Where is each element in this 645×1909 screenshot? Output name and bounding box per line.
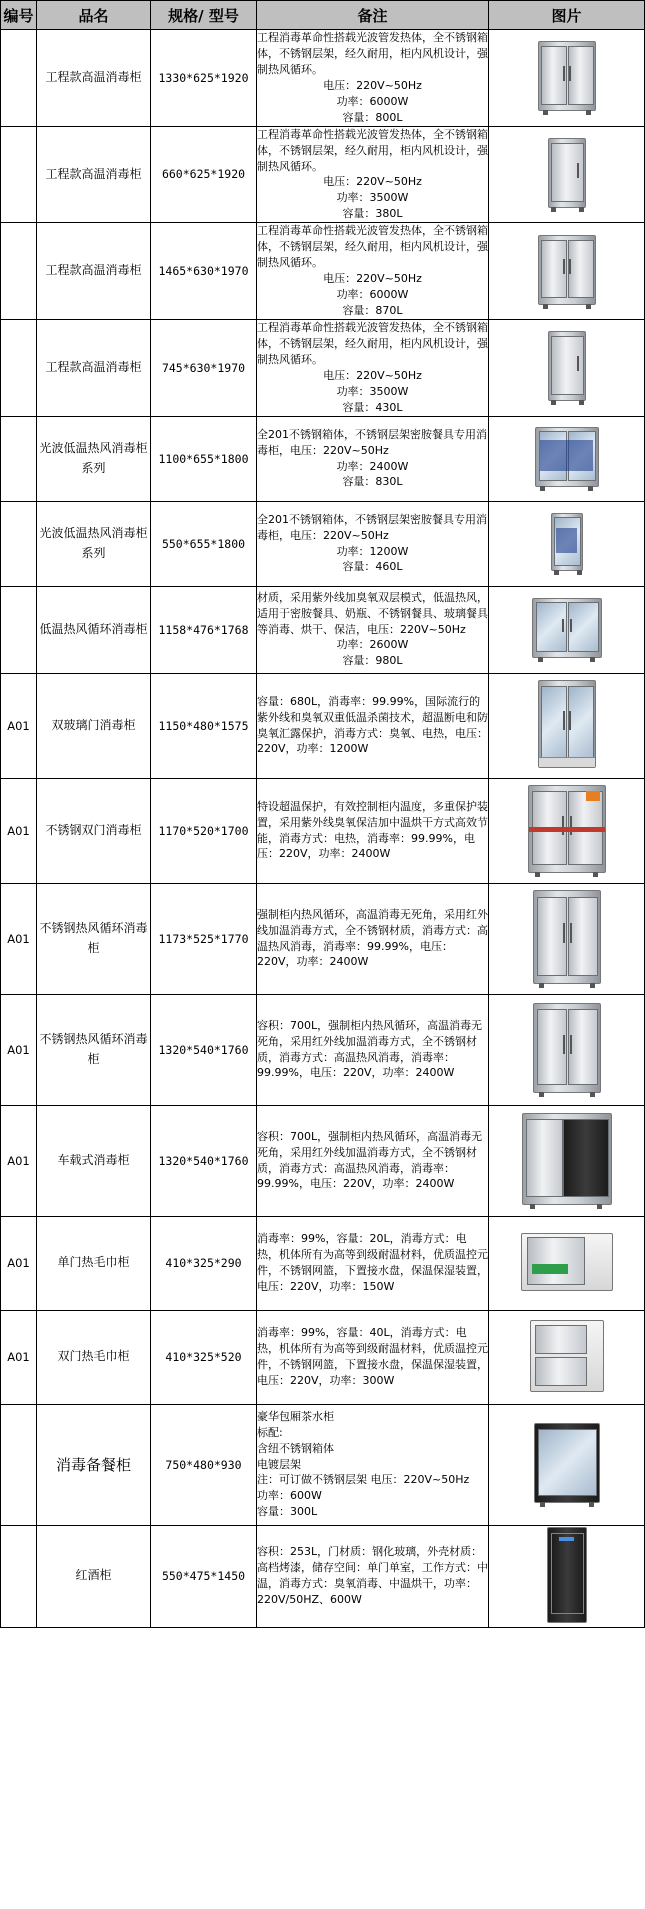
stainless-hot-air-cabinet-icon xyxy=(533,890,601,984)
note-line: 特设超温保护，有效控制柜内温度，多重保护装置，采用紫外线臭氧保洁加中温烘干方式高效节能，消毒方式：电热，消毒率：99.99%，电压：220V，功率：2400W xyxy=(257,799,488,861)
table-row xyxy=(1,1404,645,1525)
header-row xyxy=(1,1,645,30)
note-line: 工程消毒革命性搭载光波管发热体，全不锈钢箱体，不锈钢层架，经久耐用，柜内风机设计，强制热风循环。 xyxy=(257,320,488,366)
row-spec: 1158*476*1768 xyxy=(151,586,257,673)
note-line: 容积：700L，强制柜内热风循环，高温消毒无死角，采用红外线加温消毒方式，全不锈钢材质，消毒方式：高温热风消毒，消毒率：99.99%，电压：220V，功率：2400W xyxy=(257,1018,483,1080)
row-product-name: 工程款高温消毒柜 xyxy=(37,223,151,320)
note-line: 功率：600W xyxy=(257,1489,322,1503)
row-picture xyxy=(489,994,645,1105)
note-line: 功率：2400W xyxy=(336,459,409,473)
row-note xyxy=(257,1310,489,1404)
note-line: 功率：3500W xyxy=(336,384,409,398)
note-line: 容积：253L，门材质：钢化玻璃，外壳材质：高档烤漆，储存空间：单门单室，工作方式：中温，消毒方式：臭氧消毒、中温烘干，功率：220V/50HZ、600W xyxy=(257,1545,488,1606)
note-line: 工程消毒革命性搭载光波管发热体，全不锈钢箱体，不锈钢层架，经久耐用，柜内风机设计，强制热风循环。 xyxy=(257,31,488,76)
header-note: 备注 xyxy=(257,1,489,30)
note-line: 全201不锈钢箱体，不锈钢层架密胺餐具专用消毒柜，电压：220V~50Hz xyxy=(257,427,487,457)
row-product-name: 不锈钢热风循环消毒柜 xyxy=(37,994,151,1105)
note-line: 工程消毒革命性搭载光波管发热体，全不锈钢箱体，不锈钢层架，经久耐用，柜内风机设计，强制热风循环。 xyxy=(257,127,488,173)
row-code xyxy=(1,319,37,416)
header-name: 品名 xyxy=(37,1,151,30)
row-spec: 550*655*1800 xyxy=(151,501,257,586)
row-product-name: 光波低温热风消毒柜系列 xyxy=(37,501,151,586)
row-product-name: 光波低温热风消毒柜系列 xyxy=(37,416,151,501)
table-row xyxy=(1,319,645,416)
row-product-name: 不锈钢热风循环消毒柜 xyxy=(37,883,151,994)
note-line: 容量：300L xyxy=(257,1505,318,1519)
row-note xyxy=(257,1525,489,1627)
row-code: A01 xyxy=(1,1105,37,1216)
note-line: 功率：2600W xyxy=(336,638,409,652)
stainless-single-door-cabinet-icon xyxy=(548,331,586,401)
row-product-name: 工程款高温消毒柜 xyxy=(37,30,151,127)
row-spec: 1100*655*1800 xyxy=(151,416,257,501)
row-note xyxy=(257,126,489,223)
note-line: 功率：6000W xyxy=(336,94,409,108)
note-line: 材质，采用紫外线加臭氧双层模式，低温热风，适用于密胺餐具、奶瓶、不锈钢餐具、玻璃餐具等消毒、烘干、保洁，电压：220V~50Hz xyxy=(257,590,488,636)
row-note xyxy=(257,1404,489,1525)
trolley-cabinet-icon xyxy=(522,1113,612,1205)
note-line: 功率：6000W xyxy=(336,288,409,301)
row-note xyxy=(257,319,489,416)
note-line: 功率：3500W xyxy=(336,191,409,205)
row-spec: 1465*630*1970 xyxy=(151,223,257,320)
note-line: 容量：680L，消毒率：99.99%，国际流行的紫外线和臭氧双重低温杀菌技术，超温断电和防臭氧汇露保护，消毒方式：臭氧、电热，电压：220V，功率：1200W xyxy=(257,694,488,756)
table-row xyxy=(1,994,645,1105)
note-line: 容量：830L xyxy=(342,475,403,489)
note-line: 强制柜内热风循环，高温消毒无死角，采用红外线加温消毒方式，全不锈钢材质，消毒方式：高温热风消毒，消毒率：99.99%，电压：220V，功率：2400W xyxy=(257,907,488,969)
row-picture xyxy=(489,586,645,673)
note-line: 电压：220V~50Hz xyxy=(323,272,422,286)
row-spec: 750*480*930 xyxy=(151,1404,257,1525)
row-spec: 1170*520*1700 xyxy=(151,778,257,883)
row-product-name: 消毒备餐柜 xyxy=(37,1404,151,1525)
single-towel-cabinet-icon xyxy=(521,1233,613,1291)
note-line: 工程消毒革命性搭载光波管发热体，全不锈钢箱体，不锈钢层架，经久耐用，柜内风机设计，强制热风循环。 xyxy=(257,224,488,270)
table-row xyxy=(1,1105,645,1216)
row-code xyxy=(1,501,37,586)
row-product-name: 不锈钢双门消毒柜 xyxy=(37,778,151,883)
row-note xyxy=(257,586,489,673)
row-product-name: 双玻璃门消毒柜 xyxy=(37,673,151,778)
row-note xyxy=(257,883,489,994)
row-code: A01 xyxy=(1,673,37,778)
row-spec: 660*625*1920 xyxy=(151,126,257,223)
row-code xyxy=(1,1404,37,1525)
row-note xyxy=(257,1105,489,1216)
note-line: 容积：700L，强制柜内热风循环，高温消毒无死角，采用红外线加温消毒方式，全不锈钢材质，消毒方式：高温热风消毒，消毒率：99.99%，电压：220V，功率：2400W xyxy=(257,1129,483,1191)
row-note xyxy=(257,673,489,778)
row-spec: 1150*480*1575 xyxy=(151,673,257,778)
row-note xyxy=(257,1216,489,1310)
stainless-double-door-cabinet-icon xyxy=(538,235,596,305)
row-product-name: 低温热风循环消毒柜 xyxy=(37,586,151,673)
row-code xyxy=(1,223,37,320)
row-code xyxy=(1,126,37,223)
note-line: 注：可订做不锈钢层架 电压：220V~50Hz xyxy=(257,1473,470,1487)
note-line: 标配: xyxy=(257,1425,283,1439)
row-spec: 550*475*1450 xyxy=(151,1525,257,1627)
note-line: 消毒率：99%，容量：20L，消毒方式：电热，机体所有为高等到级耐温材料，优质温控元件，不锈钢网篮，下置接水盘，保温保湿装置，电压：220V，功率：150W xyxy=(257,1232,488,1293)
row-code xyxy=(1,416,37,501)
note-line: 功率：1200W xyxy=(336,544,409,558)
row-code: A01 xyxy=(1,1310,37,1404)
row-picture xyxy=(489,319,645,416)
table-row xyxy=(1,223,645,320)
note-line: 电压：220V~50Hz xyxy=(323,78,422,92)
row-product-name: 红酒柜 xyxy=(37,1525,151,1627)
table-row xyxy=(1,883,645,994)
row-code xyxy=(1,30,37,127)
row-note xyxy=(257,994,489,1105)
note-line: 含纽不锈钢箱体 xyxy=(257,1441,334,1455)
row-note xyxy=(257,223,489,320)
row-picture xyxy=(489,1404,645,1525)
table-row xyxy=(1,778,645,883)
table-row xyxy=(1,1216,645,1310)
row-product-name: 工程款高温消毒柜 xyxy=(37,319,151,416)
row-picture xyxy=(489,501,645,586)
table-row xyxy=(1,673,645,778)
row-product-name: 工程款高温消毒柜 xyxy=(37,126,151,223)
row-spec: 1173*525*1770 xyxy=(151,883,257,994)
row-code: A01 xyxy=(1,778,37,883)
stainless-double-door-cabinet-icon xyxy=(538,41,596,111)
row-picture xyxy=(489,673,645,778)
row-picture xyxy=(489,1216,645,1310)
row-note xyxy=(257,416,489,501)
note-line: 容量：460L xyxy=(342,560,403,574)
row-product-name: 单门热毛巾柜 xyxy=(37,1216,151,1310)
table-row xyxy=(1,416,645,501)
row-picture xyxy=(489,126,645,223)
table-row xyxy=(1,1310,645,1404)
row-picture xyxy=(489,778,645,883)
row-spec: 1330*625*1920 xyxy=(151,30,257,127)
note-line: 容量：800L xyxy=(342,110,403,124)
row-code: A01 xyxy=(1,994,37,1105)
row-picture xyxy=(489,883,645,994)
note-line: 电压：220V~50Hz xyxy=(323,368,422,382)
note-line: 容量：430L xyxy=(342,400,403,414)
double-glass-door-cabinet-icon xyxy=(538,680,596,768)
table-row xyxy=(1,126,645,223)
double-towel-cabinet-icon xyxy=(530,1320,604,1392)
row-note xyxy=(257,30,489,127)
note-line: 容量：980L xyxy=(342,654,403,668)
table-row xyxy=(1,1525,645,1627)
header-image: 图片 xyxy=(489,1,645,30)
glass-double-cabinet-icon xyxy=(532,598,602,658)
header-spec: 规格/ 型号 xyxy=(151,1,257,30)
row-picture xyxy=(489,223,645,320)
table-row xyxy=(1,30,645,127)
row-note xyxy=(257,501,489,586)
row-code: A01 xyxy=(1,883,37,994)
note-line: 豪华包厢茶水柜 xyxy=(257,1409,334,1423)
row-code xyxy=(1,586,37,673)
row-product-name: 双门热毛巾柜 xyxy=(37,1310,151,1404)
row-spec: 410*325*520 xyxy=(151,1310,257,1404)
row-spec: 410*325*290 xyxy=(151,1216,257,1310)
note-line: 容量：380L xyxy=(342,207,403,221)
row-picture xyxy=(489,1105,645,1216)
row-spec: 1320*540*1760 xyxy=(151,1105,257,1216)
stainless-wheeled-cabinet-icon xyxy=(533,1003,601,1093)
note-line: 电压：220V~50Hz xyxy=(323,175,422,189)
table-row xyxy=(1,501,645,586)
note-line: 容量：870L xyxy=(342,303,403,317)
blue-panel-double-cabinet-icon xyxy=(535,427,599,487)
table-row xyxy=(1,586,645,673)
row-spec: 1320*540*1760 xyxy=(151,994,257,1105)
row-picture xyxy=(489,1310,645,1404)
row-note xyxy=(257,778,489,883)
header-code: 编号 xyxy=(1,1,37,30)
note-line: 电镀层架 xyxy=(257,1457,301,1471)
note-line: 消毒率：99%，容量：40L，消毒方式：电热，机体所有为高等到级耐温材料，优质温控元件，不锈钢网篮，下置接水盘，保温保湿装置，电压：220V，功率：300W xyxy=(257,1326,488,1387)
row-picture xyxy=(489,30,645,127)
blue-panel-single-cabinet-icon xyxy=(551,513,583,571)
row-picture xyxy=(489,416,645,501)
row-product-name: 车载式消毒柜 xyxy=(37,1105,151,1216)
row-spec: 745*630*1970 xyxy=(151,319,257,416)
wine-cabinet-icon xyxy=(547,1527,587,1623)
row-picture xyxy=(489,1525,645,1627)
row-code xyxy=(1,1525,37,1627)
stainless-red-stripe-cabinet-icon xyxy=(528,785,606,873)
stainless-single-door-cabinet-icon xyxy=(548,138,586,208)
note-line: 全201不锈钢箱体，不锈钢层架密胺餐具专用消毒柜，电压：220V~50Hz xyxy=(257,512,487,542)
tea-cabinet-icon xyxy=(534,1423,600,1503)
row-code: A01 xyxy=(1,1216,37,1310)
